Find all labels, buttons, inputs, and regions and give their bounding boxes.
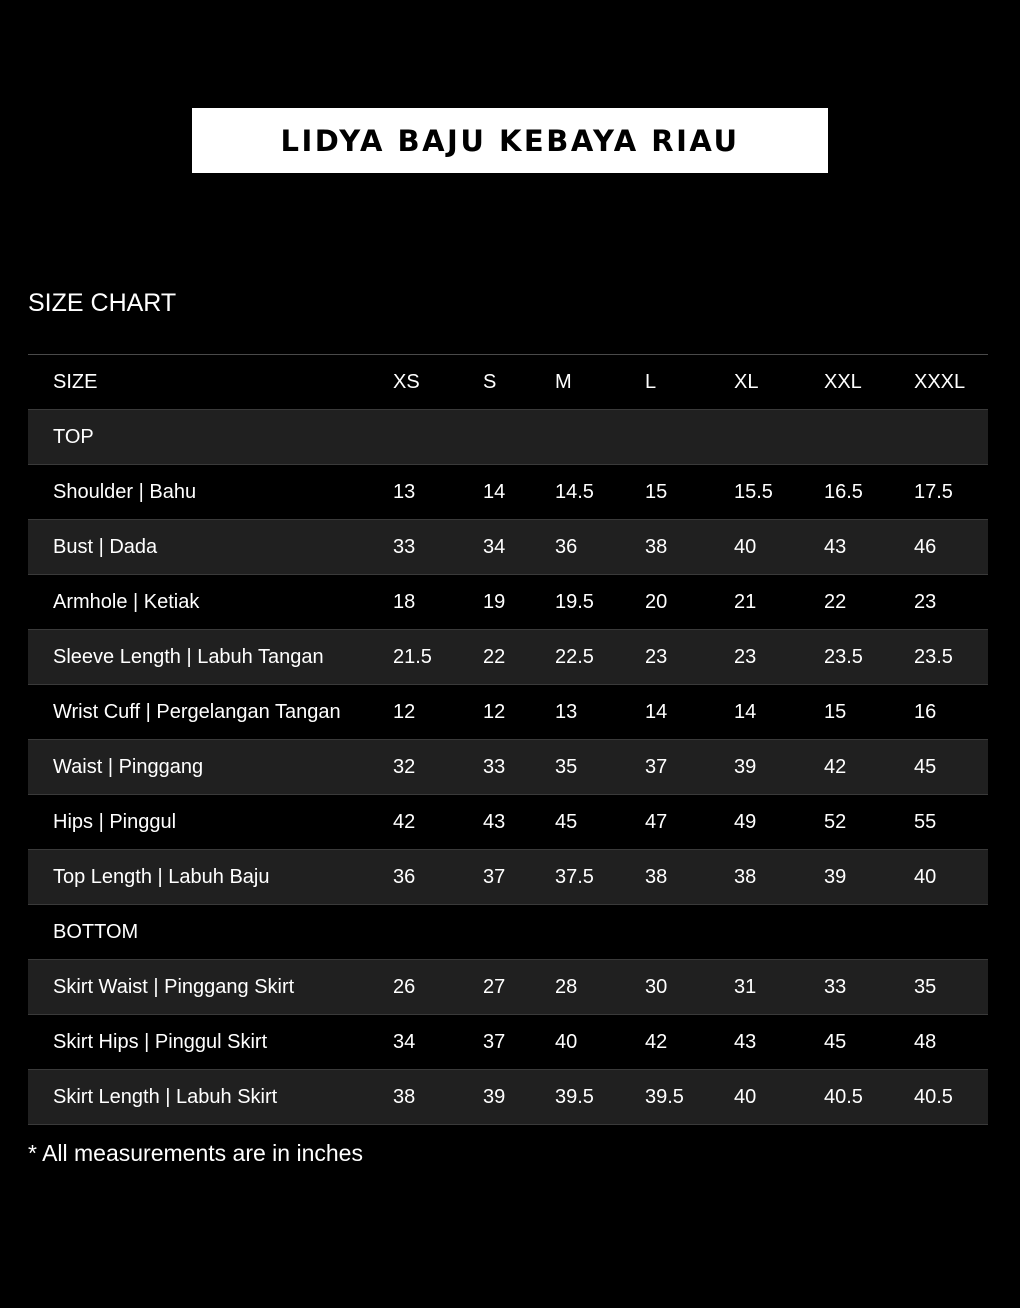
cell-xs: 32 bbox=[393, 755, 416, 778]
header-cell-xxxl: XXXL bbox=[914, 370, 966, 393]
cell-xs: 26 bbox=[393, 975, 416, 998]
cell-xs: 42 bbox=[393, 810, 416, 833]
cell-l: 30 bbox=[645, 975, 668, 998]
cell-xxl: 39 bbox=[824, 865, 847, 888]
cell-xxxl: 48 bbox=[914, 1030, 937, 1053]
cell-m: 14.5 bbox=[555, 480, 594, 503]
cell-l: 37 bbox=[645, 755, 668, 778]
table-row bbox=[28, 740, 988, 795]
cell-xxxl: 23 bbox=[914, 590, 937, 613]
cell-l: 20 bbox=[645, 590, 668, 613]
cell-s: 34 bbox=[483, 535, 506, 558]
cell-xxxl: 40 bbox=[914, 865, 937, 888]
row-label: Waist | Pinggang bbox=[53, 755, 204, 778]
cell-xxl: 42 bbox=[824, 755, 847, 778]
table-row bbox=[28, 1015, 988, 1070]
cell-m: 22.5 bbox=[555, 645, 594, 668]
cell-l: 23 bbox=[645, 645, 668, 668]
cell-m: 39.5 bbox=[555, 1085, 594, 1108]
cell-l: 39.5 bbox=[645, 1085, 684, 1108]
cell-s: 37 bbox=[483, 865, 506, 888]
cell-m: 13 bbox=[555, 700, 578, 723]
cell-xl: 15.5 bbox=[734, 480, 773, 503]
section-row-top bbox=[28, 410, 988, 465]
cell-xs: 21.5 bbox=[393, 645, 432, 668]
header-cell-size: SIZE bbox=[53, 370, 98, 393]
table-row bbox=[28, 630, 988, 685]
cell-xxxl: 45 bbox=[914, 755, 937, 778]
cell-xl: 23 bbox=[734, 645, 757, 668]
table-row bbox=[28, 520, 988, 575]
header-cell-l: L bbox=[645, 370, 657, 393]
row-label: Top Length | Labuh Baju bbox=[53, 865, 270, 888]
cell-xxl: 15 bbox=[824, 700, 847, 723]
cell-xxl: 43 bbox=[824, 535, 847, 558]
cell-l: 15 bbox=[645, 480, 668, 503]
cell-xxl: 40.5 bbox=[824, 1085, 863, 1108]
cell-xl: 38 bbox=[734, 865, 757, 888]
cell-l: 38 bbox=[645, 865, 668, 888]
header-cell-xs: XS bbox=[393, 370, 420, 393]
cell-l: 47 bbox=[645, 810, 668, 833]
cell-xs: 34 bbox=[393, 1030, 416, 1053]
cell-m: 19.5 bbox=[555, 590, 594, 613]
cell-xl: 43 bbox=[734, 1030, 757, 1053]
cell-xs: 13 bbox=[393, 480, 416, 503]
cell-xl: 40 bbox=[734, 535, 757, 558]
cell-s: 33 bbox=[483, 755, 506, 778]
row-label: Bust | Dada bbox=[53, 535, 158, 558]
cell-s: 37 bbox=[483, 1030, 506, 1053]
cell-xxxl: 35 bbox=[914, 975, 937, 998]
table-row bbox=[28, 685, 988, 740]
brand-title: LIDYA BAJU KEBAYA RIAU bbox=[280, 123, 740, 158]
cell-xl: 21 bbox=[734, 590, 757, 613]
cell-xl: 49 bbox=[734, 810, 757, 833]
row-label: Shoulder | Bahu bbox=[53, 480, 197, 503]
cell-xxl: 45 bbox=[824, 1030, 847, 1053]
cell-xl: 40 bbox=[734, 1085, 757, 1108]
header-cell-xl: XL bbox=[734, 370, 759, 393]
row-label: Skirt Waist | Pinggang Skirt bbox=[53, 975, 295, 998]
row-label: Sleeve Length | Labuh Tangan bbox=[53, 645, 324, 668]
size-chart-table bbox=[28, 354, 988, 1125]
table-row bbox=[28, 795, 988, 850]
brand-title-box bbox=[192, 108, 828, 173]
cell-xxxl: 17.5 bbox=[914, 480, 953, 503]
cell-s: 43 bbox=[483, 810, 506, 833]
table-row bbox=[28, 1070, 988, 1125]
table-row bbox=[28, 960, 988, 1015]
cell-xxl: 52 bbox=[824, 810, 847, 833]
cell-xxxl: 16 bbox=[914, 700, 937, 723]
measurement-footnote: * All measurements are in inches bbox=[28, 1140, 363, 1166]
cell-s: 14 bbox=[483, 480, 506, 503]
cell-xxxl: 40.5 bbox=[914, 1085, 953, 1108]
row-label: Hips | Pinggul bbox=[53, 810, 177, 833]
table-row bbox=[28, 465, 988, 520]
table-row bbox=[28, 850, 988, 905]
cell-s: 27 bbox=[483, 975, 506, 998]
row-label: Skirt Hips | Pinggul Skirt bbox=[53, 1030, 268, 1053]
row-label: Wrist Cuff | Pergelangan Tangan bbox=[53, 700, 341, 723]
cell-m: 45 bbox=[555, 810, 578, 833]
cell-xs: 33 bbox=[393, 535, 416, 558]
header-cell-xxl: XXL bbox=[824, 370, 862, 393]
cell-xxxl: 55 bbox=[914, 810, 937, 833]
cell-s: 39 bbox=[483, 1085, 506, 1108]
cell-xxl: 22 bbox=[824, 590, 847, 613]
cell-l: 14 bbox=[645, 700, 668, 723]
table-row bbox=[28, 575, 988, 630]
cell-xl: 14 bbox=[734, 700, 757, 723]
cell-xs: 38 bbox=[393, 1085, 416, 1108]
row-label: Skirt Length | Labuh Skirt bbox=[53, 1085, 278, 1108]
cell-m: 35 bbox=[555, 755, 578, 778]
cell-xl: 39 bbox=[734, 755, 757, 778]
size-chart-heading: SIZE CHART bbox=[28, 289, 177, 317]
cell-m: 28 bbox=[555, 975, 578, 998]
section-label-bottom: BOTTOM bbox=[53, 920, 139, 943]
cell-s: 22 bbox=[483, 645, 506, 668]
cell-l: 38 bbox=[645, 535, 668, 558]
table-header-row bbox=[28, 355, 988, 410]
cell-xxxl: 23.5 bbox=[914, 645, 953, 668]
cell-xxl: 23.5 bbox=[824, 645, 863, 668]
header-cell-m: M bbox=[555, 370, 572, 393]
cell-xl: 31 bbox=[734, 975, 757, 998]
cell-m: 36 bbox=[555, 535, 578, 558]
cell-s: 12 bbox=[483, 700, 506, 723]
section-row-bottom bbox=[28, 905, 988, 960]
cell-xxxl: 46 bbox=[914, 535, 937, 558]
header-cell-s: S bbox=[483, 370, 497, 393]
cell-l: 42 bbox=[645, 1030, 668, 1053]
section-label-top: TOP bbox=[53, 425, 94, 448]
cell-xs: 12 bbox=[393, 700, 416, 723]
cell-m: 37.5 bbox=[555, 865, 594, 888]
cell-xxl: 33 bbox=[824, 975, 847, 998]
cell-xs: 18 bbox=[393, 590, 416, 613]
row-label: Armhole | Ketiak bbox=[53, 590, 200, 613]
cell-xs: 36 bbox=[393, 865, 416, 888]
cell-s: 19 bbox=[483, 590, 506, 613]
cell-xxl: 16.5 bbox=[824, 480, 863, 503]
cell-m: 40 bbox=[555, 1030, 578, 1053]
